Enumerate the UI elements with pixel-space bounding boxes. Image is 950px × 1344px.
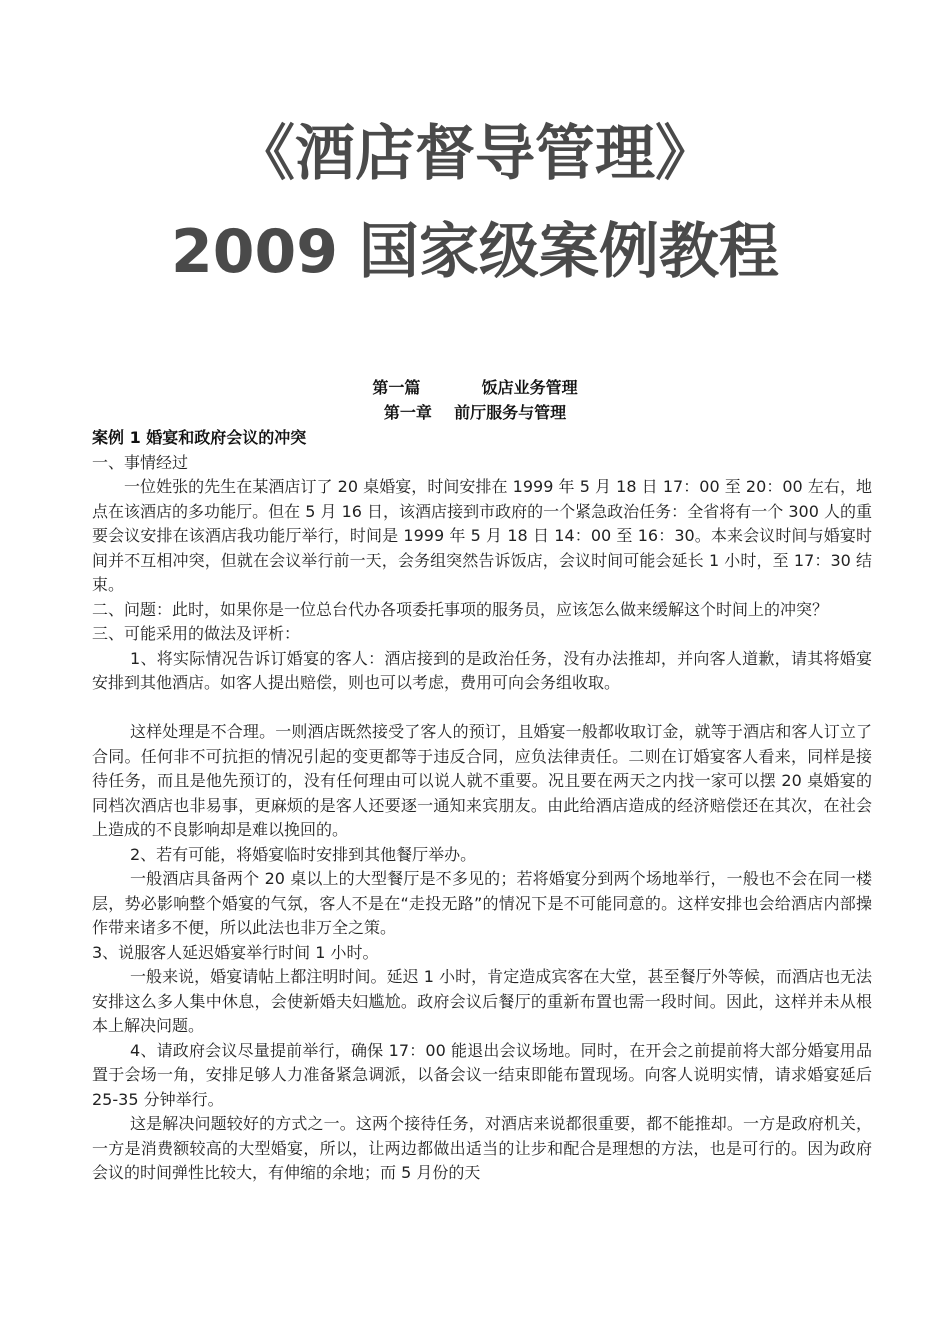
approach-3: 3、说服客人延迟婚宴举行时间 1 小时。 — [92, 942, 379, 962]
blank-line — [92, 696, 872, 721]
chapter-heading: 第一章 前厅服务与管理 — [383, 403, 567, 422]
part-heading: 第一篇 饭店业务管理 — [372, 378, 578, 397]
section-heading-events: 一、事情经过 — [92, 452, 189, 472]
approach-3-analysis: 一般来说，婚宴请帖上都注明时间。延迟 1 小时，肯定造成宾客在大堂，甚至餐厅外等候，而酒店也无法安排这么多人集中休息，会使新婚夫妇尴尬。政府会议后餐厅的重新布置也需一段时间。因此，这样并未从根本上解决问题。 — [92, 967, 872, 1035]
document-title-line1: 《酒店督导管理》 — [235, 119, 715, 189]
approach-2: 2、若有可能，将婚宴临时安排到其他餐厅举办。 — [130, 844, 477, 864]
section-heading-question: 二、问题：此时，如果你是一位总台代办各项委托事项的服务员，应该怎么做来缓解这个时间上的冲突？ — [92, 599, 829, 619]
approach-1: 1、将实际情况告诉订婚宴的客人：酒店接到的是政治任务，没有办法推却，并向客人道歉，请其将婚宴安排到其他酒店。如客人提出赔偿，则也可以考虑，费用可向会务组收取。 — [92, 648, 872, 692]
approach-4: 4、请政府会议尽量提前举行，确保 17：00 能退出会议场地。同时，在开会之前提前将大部分婚宴用品置于会场一角，安排足够人力准备紧急调派，以备会议一结束即能布置现场。向客人说明实情，请求婚宴延后 25-35 分钟举行。 — [92, 1040, 872, 1109]
paragraph-events: 一位姓张的先生在某酒店订了 20 桌婚宴，时间安排在 1999 年 5 月 18 日 17：00 至 20：00 左右，地点在该酒店的多功能厅。但在 5 月 16 日，该酒店接到市政府的一个紧急政治任务：全省将有一个 300 人的重要会议安排在该酒店我功能厅举行，时间是 1999 年 5 月 18 日 14：00 至 16：30。本来会议时间与婚宴时间并不互相冲突，但就在会议举行前一天，会务组突然告诉饭店，会议时间可能会延长 1 小时，至 17：30 结束。 — [92, 477, 872, 594]
approach-4-analysis: 这是解决问题较好的方式之一。这两个接待任务，对酒店来说都很重要，都不能推却。一方是政府机关，一方是消费额较高的大型婚宴，所以，让两边都做出适当的让步和配合是理想的方法，也是可行的。因为政府会议的时间弹性比较大，有伸缩的余地；而 5 月份的天 — [92, 1114, 872, 1182]
document-body — [92, 426, 872, 1186]
approach-2-analysis: 一般酒店具备两个 20 桌以上的大型餐厅是不多见的；若将婚宴分到两个场地举行，一般也不会在同一楼层，势必影响整个婚宴的气氛，客人不是在“走投无路”的情况下是不可能同意的。这样安排也会给酒店内部操作带来诸多不便，所以此法也非万全之策。 — [92, 869, 872, 937]
document-title-line2: 2009 国家级案例教程 — [171, 217, 779, 287]
section-heading-approaches: 三、可能采用的做法及评析： — [92, 624, 301, 643]
approach-1-analysis: 这样处理是不合理。一则酒店既然接受了客人的预订，且婚宴一般都收取订金，就等于酒店和客人订立了合同。任何非不可抗拒的情况引起的变更都等于违反合同，应负法律责任。二则在订婚宴客人看来，同样是接待任务，而且是他先预订的，没有任何理由可以说人就不重要。况且要在两天之内找一家可以摆 20 桌婚宴的同档次酒店也非易事，更麻烦的是客人还要逐一通知来宾朋友。由此给酒店造成的经济赔偿还在其次，在社会上造成的不良影响却是难以挽回的。 — [92, 722, 872, 839]
case-title: 案例 1 婚宴和政府会议的冲突 — [92, 428, 307, 447]
